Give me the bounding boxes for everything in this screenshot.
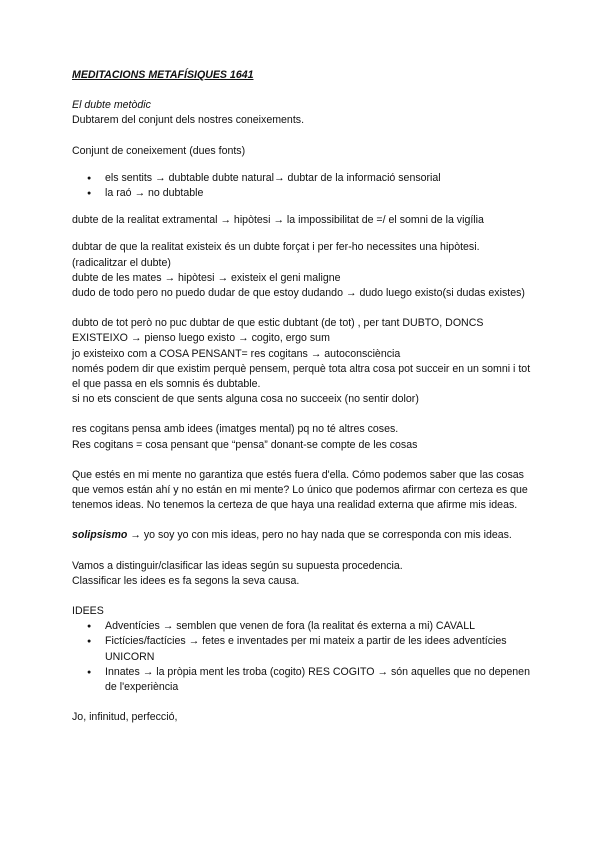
dubte-realitat-line: dubte de la realitat extramental → hipòtesi → la impossibilitat de =/ el somni de la vigília: [72, 214, 484, 227]
text-line: si no ets conscient de que sents alguna cosa no succeeix (no sentir dolor): [72, 393, 419, 406]
mente-paragraph: Que estés en mi mente no garantiza que estés fuera d'ella. Cómo podemos saber que las cosas que vemos están ahí y no están en mi mente? Lo único que podemos afirmar con certeza es que tenemos ideas. No tenemos la certeza de que haya una realidad externa que afirme mis ideas.: [72, 468, 528, 512]
list-item: ● Adventícies → semblen que venen de fora (la realitat és externa a mi) CAVALL: [72, 619, 534, 634]
text-line: dubtar de que la realitat existeix és un dubte forçat i per fer-ho necessites una hipòtesi. (radicalitzar el dubte): [72, 241, 480, 269]
text-line: dubte de les mates → hipòtesi → existeix el geni maligne: [72, 271, 341, 284]
solipsismo-text: → yo soy yo con mis ideas, pero no hay nada que se corresponda con mis ideas.: [127, 529, 512, 542]
text-line: només podem dir que existim perquè pensem, perquè tota altra cosa pot succeir en un somni i tot el que passa en els somnis és dubtable.: [72, 362, 531, 391]
text-line: res cogitans pensa amb idees (imatges mental) pq no té altres coses.: [72, 423, 399, 436]
text-line: dubto de tot però no puc dubtar de que estic dubtant (de tot) , per tant DUBTO, DONCS EXISTEIXO → pienso luego existo → cogito, ergo sum: [72, 317, 484, 345]
text-line: jo existeixo com a COSA PENSANT= res cogitans → autoconsciència: [72, 347, 401, 360]
fonts-list: [72, 171, 534, 201]
document-content: [72, 68, 534, 726]
conjunt-heading: Conjunt de coneixement (dues fonts): [72, 144, 246, 157]
list-item: ● Fictícies/factícies → fetes e inventades per mi mateix a partir de les idees adventícies UNICORN: [72, 634, 534, 664]
intro-line: Dubtarem del conjunt dels nostres coneixements.: [72, 114, 305, 127]
list-item: ● els sentits → dubtable dubte natural→ dubtar de la informació sensorial: [72, 171, 534, 186]
idees-list: [72, 619, 534, 695]
list-item: ● la raó → no dubtable: [72, 186, 534, 201]
section-subtitle: El dubte metòdic: [72, 99, 151, 112]
text-line: Res cogitans = cosa pensant que “pensa” donant-se compte de les cosas: [72, 438, 418, 451]
text-line: Vamos a distinguir/clasificar las ideas según su supuesta procedencia.: [72, 559, 403, 572]
idees-heading: IDEES: [72, 605, 104, 618]
list-item: ● Innates → la pròpia ment les troba (cogito) RES COGITO → són aquelles que no depenen de l'experiència: [72, 665, 534, 695]
final-line: Jo, infinitud, perfecció,: [72, 711, 178, 724]
text-line: Classificar les idees es fa segons la seva causa.: [72, 574, 300, 587]
document-title: MEDITACIONS METAFÍSIQUES 1641: [72, 69, 254, 81]
solipsismo-term: solipsismo: [72, 529, 128, 542]
solipsismo-line: [72, 528, 534, 543]
text-line: dudo de todo pero no puedo dudar de que estoy dudando → dudo luego existo(si dudas existes): [72, 287, 525, 300]
